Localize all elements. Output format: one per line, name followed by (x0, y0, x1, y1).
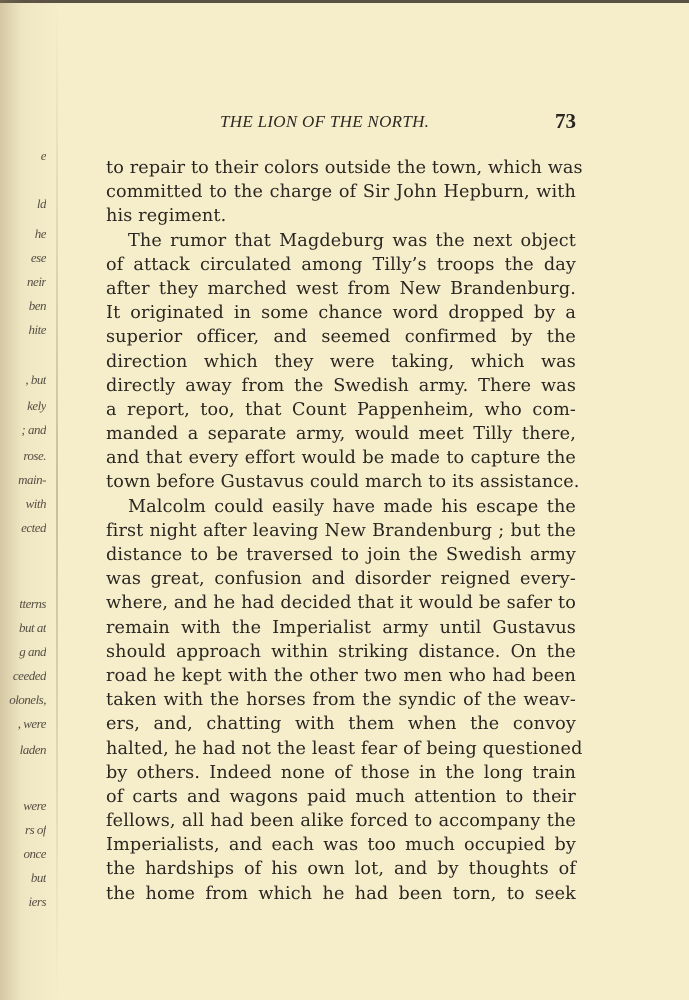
facing-page-fragment: but (30, 870, 46, 885)
facing-page-fragment: , were (17, 716, 46, 731)
facing-page-fragment: laden (19, 742, 46, 757)
facing-page-fragment: neir (27, 274, 46, 289)
text-line: and that every effort would be made to capture the (106, 448, 576, 469)
text-line: manded a separate army, would meet Tilly there, (106, 424, 576, 445)
facing-page-fragment: ese (30, 250, 46, 265)
facing-page-fragment: main- (18, 472, 46, 487)
facing-page-fragment: iers (28, 894, 46, 909)
text-line: where, and he had decided that it would be safer to (106, 593, 576, 614)
facing-page-fragment: e (40, 148, 46, 163)
text-line: taken with the horses from the syndic of the weav- (106, 690, 576, 711)
facing-page-fragment: , but (25, 372, 46, 387)
text-line: fellows, all had been alike forced to accompany the (106, 811, 576, 832)
text-line: was great, confusion and disorder reigned every- (106, 569, 576, 590)
facing-page-fragment: ; and (21, 422, 46, 437)
facing-page-fragment: ceeded (12, 668, 46, 683)
text-line: should approach within striking distance. On the (106, 641, 576, 662)
facing-page-fragment: once (23, 846, 46, 861)
text-line: ers, and, chatting with them when the convoy (106, 714, 576, 735)
text-line: Imperialists, and each was too much occupied by (106, 835, 576, 856)
text-line: road he kept with the other two men who had been (106, 665, 576, 686)
facing-page-fragment: were (23, 798, 46, 813)
text-line: to repair to their colors outside the town, which was (106, 158, 583, 178)
facing-page-fragment: but at (19, 620, 46, 635)
text-line: Malcolm could easily have made his escape the (128, 496, 576, 517)
text-line: superior officer, and seemed confirmed by the (106, 327, 576, 348)
text-line: committed to the charge of Sir John Hepburn, with (106, 182, 576, 203)
facing-page-fragment: with (25, 496, 46, 511)
text-line: his regiment. (106, 206, 227, 227)
text-line: It originated in some chance word dropped by a (106, 303, 576, 324)
facing-page-fragment: kely (27, 398, 46, 413)
text-line: by others. Indeed none of those in the long train (106, 762, 576, 783)
facing-page-fragment: g and (19, 644, 46, 659)
text-line: town before Gustavus could march to its assistance. (106, 472, 580, 493)
text-line: after they marched west from New Brandenburg. (106, 278, 576, 299)
running-head: THE LION OF THE NORTH. (220, 112, 430, 131)
page-number: 73 (555, 109, 576, 133)
text-line: halted, he had not the least fear of being questioned (106, 738, 583, 759)
body-text (106, 156, 583, 906)
text-line: of carts and wagons paid much attention to their (106, 786, 576, 807)
gutter-shadow (56, 0, 58, 1000)
facing-page-fragment: hite (28, 322, 46, 337)
facing-page-fragment: ld (36, 196, 46, 211)
text-line: of attack circulated among Tilly’s troops the day (106, 254, 576, 275)
facing-page-fragment: tterns (19, 596, 46, 611)
text-line: distance to be traversed to join the Swedish army (106, 545, 576, 565)
text-line: the hardships of his own lot, and by thoughts of (106, 859, 576, 880)
facing-page-fragment: rs of (25, 822, 46, 837)
text-line: The rumor that Magdeburg was the next object (128, 230, 576, 251)
text-line: directly away from the Swedish army. There was (106, 375, 576, 396)
text-line: a report, too, that Count Pappenheim, who com- (106, 399, 576, 420)
facing-page-fragment: ben (28, 298, 46, 313)
facing-page-fragment: olonels, (9, 692, 46, 707)
page-header (106, 108, 576, 138)
text-line: first night after leaving New Brandenburg ; but the (106, 520, 576, 541)
facing-page-fragment: he (34, 226, 46, 241)
facing-page-fragment: ected (21, 520, 46, 535)
text-line: remain with the Imperialist army until Gustavus (106, 617, 576, 638)
text-line: direction which they were taking, which was (106, 351, 576, 372)
facing-page-fragment: rose. (23, 448, 46, 463)
text-line: the home from which he had been torn, to seek (106, 883, 576, 904)
